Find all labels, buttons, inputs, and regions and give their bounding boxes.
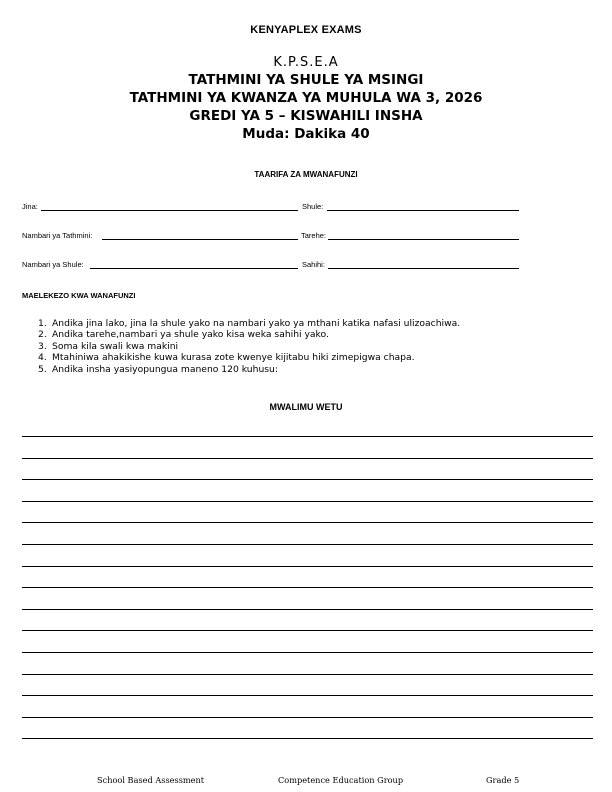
exam-heading bbox=[0, 54, 612, 143]
writing-line[interactable] bbox=[22, 587, 593, 588]
sahihi-label: Sahihi: bbox=[302, 260, 325, 269]
instruction-item: 3. Soma kila swali kwa makini bbox=[38, 340, 179, 352]
writing-line[interactable] bbox=[22, 522, 593, 523]
writing-line[interactable] bbox=[22, 458, 593, 459]
tarehe-label: Tarehe: bbox=[301, 231, 327, 240]
instruction-item: 1. Andika jina lako, jina la shule yako na nambari yako ya mthani katika nafasi ulizoachiwa. bbox=[38, 318, 461, 329]
tarehe-field[interactable] bbox=[328, 239, 519, 240]
instruction-item: 4. Mtahiniwa ahakikishe kuwa kurasa zote kwenye kijitabu hiki zimepigwa chapa. bbox=[38, 352, 415, 364]
info-row-3 bbox=[22, 258, 522, 270]
kpsea-label: K.P.S.E.A bbox=[273, 55, 339, 70]
footer-right: Grade 5 bbox=[486, 775, 520, 785]
writing-line[interactable] bbox=[22, 674, 593, 675]
exam-body-title: KENYAPLEX EXAMS bbox=[250, 24, 362, 36]
heading-line-3: GREDI YA 5 – KISWAHILI INSHA bbox=[189, 108, 423, 124]
student-info-title: TAARIFA ZA MWANAFUNZI bbox=[254, 170, 358, 179]
writing-line[interactable] bbox=[22, 544, 593, 545]
info-row-2 bbox=[22, 229, 522, 241]
jina-field[interactable] bbox=[41, 210, 298, 211]
nambari-shule-field[interactable] bbox=[90, 268, 298, 269]
writing-line[interactable] bbox=[22, 501, 593, 502]
info-row-1 bbox=[22, 200, 522, 212]
shule-label: Shule: bbox=[302, 202, 324, 211]
writing-line[interactable] bbox=[22, 566, 593, 567]
writing-line[interactable] bbox=[22, 436, 593, 437]
heading-line-2: TATHMINI YA KWANZA YA MUHULA WA 3, 2026 bbox=[129, 90, 483, 106]
instructions-list bbox=[38, 318, 460, 375]
sahihi-field[interactable] bbox=[328, 268, 519, 269]
writing-line[interactable] bbox=[22, 630, 593, 631]
nambari-tathmini-label: Nambari ya Tathmini: bbox=[22, 231, 93, 240]
writing-line[interactable] bbox=[22, 652, 593, 653]
jina-label: Jina: bbox=[22, 202, 38, 211]
writing-line[interactable] bbox=[22, 738, 593, 739]
writing-line[interactable] bbox=[22, 717, 593, 718]
instruction-item: 2. Andika tarehe,nambari ya shule yako kisa weka sahihi yako. bbox=[38, 329, 329, 341]
writing-line[interactable] bbox=[22, 479, 593, 480]
instructions-title: MAELEKEZO KWA WANAFUNZI bbox=[22, 291, 136, 300]
footer-center: Competence Education Group bbox=[278, 775, 404, 785]
nambari-shule-label: Nambari ya Shule: bbox=[22, 260, 84, 269]
instruction-item: 5. Andika insha yasiyopungua maneno 120 kuhusu: bbox=[38, 363, 278, 375]
essay-title: MWALIMU WETU bbox=[269, 402, 343, 412]
heading-line-1: TATHMINI YA SHULE YA MSINGI bbox=[188, 72, 424, 88]
nambari-tathmini-field[interactable] bbox=[102, 239, 298, 240]
time-allowed: Muda: Dakika 40 bbox=[242, 126, 370, 142]
footer-left: School Based Assessment bbox=[97, 775, 205, 785]
writing-line[interactable] bbox=[22, 695, 593, 696]
writing-line[interactable] bbox=[22, 609, 593, 610]
shule-field[interactable] bbox=[327, 210, 519, 211]
